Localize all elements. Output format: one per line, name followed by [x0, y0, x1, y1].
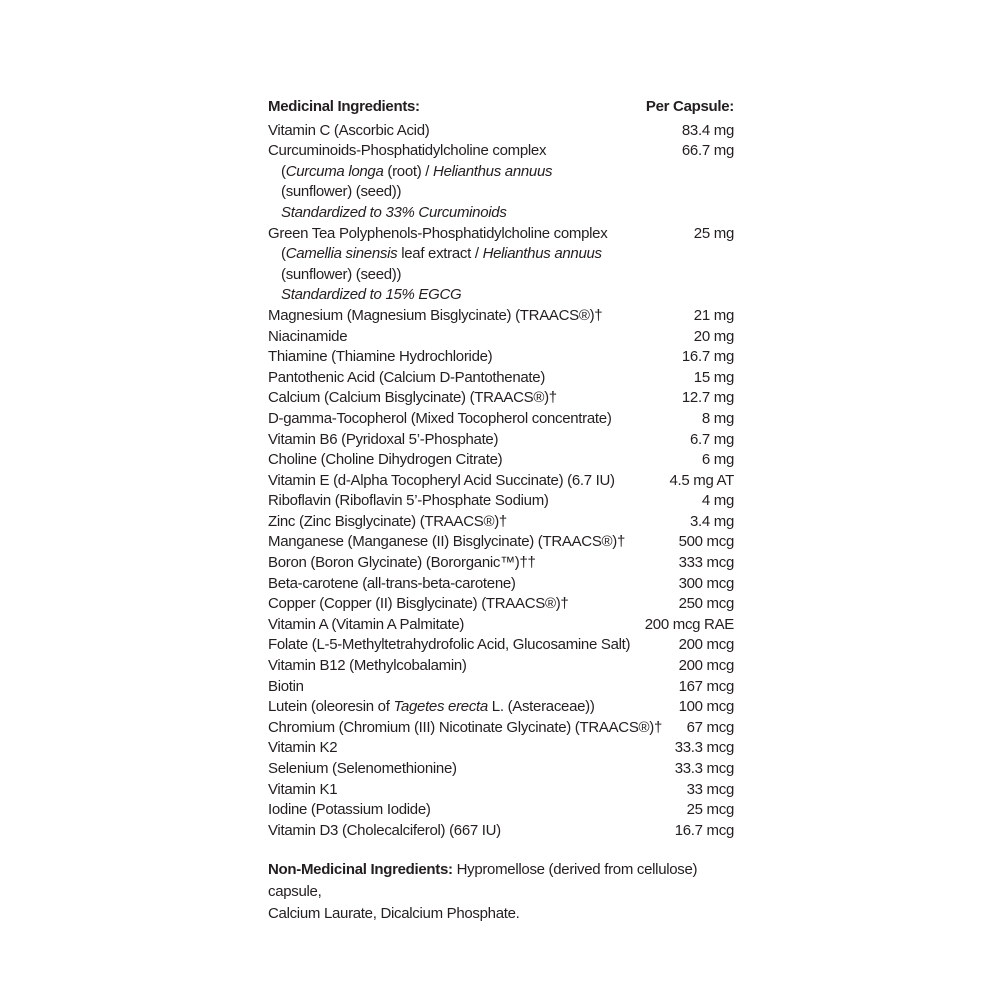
table-row [268, 738, 734, 759]
table-row [268, 306, 734, 327]
text-segment: Riboflavin (Riboflavin 5’-Phosphate Sodium) [268, 492, 549, 510]
table-row [268, 450, 734, 471]
table-header [268, 97, 734, 118]
ingredient-amount: 25 mg [693, 224, 734, 242]
ingredient-amount: 4 mg [701, 492, 734, 510]
text-segment: Iodine (Potassium Iodide) [268, 801, 431, 819]
ingredient-name [268, 574, 679, 595]
ingredient-amount: 300 mcg [678, 574, 734, 592]
table-row [268, 141, 734, 162]
supplement-facts-panel [268, 97, 734, 925]
table-row [268, 800, 734, 821]
text-segment: Curcuma longa [285, 162, 384, 180]
ingredient-name [268, 121, 682, 142]
text-segment: D-gamma-Tocopherol (Mixed Tocopherol concentrate) [268, 409, 612, 427]
text-segment: Helianthus annuus [433, 162, 553, 180]
table-row [268, 635, 734, 656]
table-row [268, 594, 734, 615]
text-segment: Manganese (Manganese (II) Bisglycinate) (TRAACS®)† [268, 533, 626, 551]
table-row [268, 615, 734, 636]
text-segment: Niacinamide [268, 327, 348, 345]
table-row [268, 347, 734, 368]
text-segment: Green Tea Polyphenols-Phosphatidylcholine complex [268, 224, 608, 242]
ingredients-table [268, 121, 734, 842]
ingredient-name [268, 718, 687, 739]
table-row [268, 224, 734, 245]
ingredient-name [268, 656, 679, 677]
text-segment: Vitamin D3 (Cholecalciferol) (667 IU) [268, 821, 501, 839]
text-segment: Hypromellose (derived from cellulose) capsule, [268, 861, 698, 901]
non-medicinal-line [268, 903, 734, 925]
per-capsule-heading: Per Capsule: [645, 98, 734, 115]
ingredient-name [268, 491, 702, 512]
ingredient-amount: 15 mg [693, 368, 734, 386]
ingredient-name [268, 594, 679, 615]
table-row [268, 512, 734, 533]
text-segment: Lutein (oleoresin of [268, 698, 394, 716]
table-row [268, 471, 734, 492]
table-row [268, 532, 734, 553]
ingredient-amount: 333 mcg [678, 554, 734, 572]
table-row [268, 656, 734, 677]
ingredient-name [268, 532, 679, 553]
ingredient-amount: 33 mcg [686, 780, 734, 798]
table-subrow [268, 162, 734, 183]
text-segment: Standardized to 15% EGCG [281, 286, 462, 304]
ingredient-amount: 200 mcg [678, 636, 734, 654]
ingredient-name [268, 512, 690, 533]
text-segment: Chromium (Chromium (III) Nicotinate Glycinate) (TRAACS®)† [268, 718, 663, 736]
text-segment: Vitamin K2 [268, 739, 338, 757]
medicinal-ingredients-heading: Medicinal Ingredients: [268, 98, 420, 115]
ingredient-name [268, 306, 694, 327]
text-segment: L. (Asteraceae)) [487, 698, 595, 716]
ingredient-amount: 83.4 mg [681, 121, 734, 139]
text-segment: (sunflower) (seed)) [281, 183, 402, 201]
text-segment: Vitamin K1 [268, 780, 338, 798]
ingredient-name [268, 388, 682, 409]
text-segment: Non-Medicinal Ingredients: [268, 861, 453, 879]
table-row [268, 697, 734, 718]
ingredient-amount: 25 mcg [686, 801, 734, 819]
ingredient-amount: 200 mcg [678, 657, 734, 675]
ingredient-name [268, 347, 682, 368]
ingredient-name [268, 635, 679, 656]
table-subrow [268, 203, 734, 224]
text-segment: Tagetes erecta [393, 698, 488, 716]
text-segment: (sunflower) (seed)) [281, 265, 402, 283]
text-segment: Vitamin B6 (Pyridoxal 5’-Phosphate) [268, 430, 499, 448]
ingredient-name [268, 759, 675, 780]
ingredient-name [268, 368, 694, 389]
text-segment: leaf extract / [397, 245, 483, 263]
non-medicinal-line [268, 859, 734, 903]
text-segment: Vitamin C (Ascorbic Acid) [268, 121, 430, 139]
text-segment: Beta-carotene (all-trans-beta-carotene) [268, 574, 516, 592]
ingredient-name [268, 430, 690, 451]
table-row [268, 718, 734, 739]
text-segment: ( [281, 245, 286, 263]
table-row [268, 759, 734, 780]
text-segment: Vitamin E (d-Alpha Tocopheryl Acid Succinate) (6.7 IU) [268, 471, 615, 489]
text-segment: Choline (Choline Dihydrogen Citrate) [268, 451, 503, 469]
text-segment: Vitamin B12 (Methylcobalamin) [268, 657, 467, 675]
text-segment: Calcium (Calcium Bisglycinate) (TRAACS®)† [268, 389, 557, 407]
ingredient-amount: 33.3 mcg [674, 739, 734, 757]
table-subrow [268, 182, 734, 203]
ingredient-amount: 3.4 mg [689, 512, 734, 530]
ingredient-amount: 4.5 mg AT [669, 471, 734, 489]
ingredient-amount: 16.7 mcg [674, 821, 734, 839]
table-row [268, 409, 734, 430]
ingredient-amount: 100 mcg [678, 698, 734, 716]
ingredient-name [268, 800, 687, 821]
table-row [268, 553, 734, 574]
text-segment: Copper (Copper (II) Bisglycinate) (TRAACS®)† [268, 595, 569, 613]
ingredient-name [268, 697, 679, 718]
ingredient-name [268, 327, 694, 348]
ingredient-amount: 66.7 mg [681, 142, 734, 160]
ingredient-name [268, 677, 679, 698]
non-medicinal-ingredients [268, 859, 734, 925]
table-row [268, 491, 734, 512]
text-segment: Vitamin A (Vitamin A Palmitate) [268, 615, 465, 633]
text-segment: Boron (Boron Glycinate) (Bororganic™)†† [268, 554, 536, 572]
text-segment: Selenium (Selenomethionine) [268, 760, 457, 777]
ingredient-amount: 21 mg [693, 306, 734, 324]
ingredient-amount: 6.7 mg [689, 430, 734, 448]
text-segment: ( [281, 162, 286, 180]
table-subrow [268, 285, 734, 306]
ingredient-amount: 67 mcg [686, 718, 734, 736]
table-row [268, 368, 734, 389]
text-segment: Magnesium (Magnesium Bisglycinate) (TRAACS®)† [268, 306, 603, 324]
table-subrow [268, 244, 734, 265]
ingredient-amount: 200 mcg RAE [644, 615, 734, 633]
text-segment: Helianthus annuus [482, 245, 602, 263]
ingredient-name [268, 738, 675, 759]
text-segment: Biotin [268, 677, 304, 695]
table-row [268, 574, 734, 595]
text-segment: Pantothenic Acid (Calcium D-Pantothenate) [268, 368, 546, 386]
text-segment: Curcuminoids-Phosphatidylcholine complex [268, 142, 547, 160]
text-segment: Calcium Laurate, Dicalcium Phosphate. [268, 905, 520, 923]
text-segment: Camellia sinensis [285, 245, 398, 263]
text-segment: Standardized to 33% Curcuminoids [281, 203, 507, 221]
ingredient-name [268, 141, 682, 162]
table-row [268, 430, 734, 451]
ingredient-name [268, 615, 645, 636]
ingredient-name [268, 553, 679, 574]
ingredient-name [268, 821, 675, 842]
ingredient-amount: 20 mg [693, 327, 734, 345]
ingredient-name [268, 224, 694, 245]
ingredient-amount: 8 mg [701, 409, 734, 427]
table-row [268, 121, 734, 142]
table-row [268, 821, 734, 842]
table-row [268, 327, 734, 348]
ingredient-name [268, 450, 702, 471]
ingredient-name [268, 471, 669, 492]
ingredient-amount: 6 mg [701, 451, 734, 469]
ingredient-name [268, 780, 687, 801]
ingredient-amount: 500 mcg [678, 533, 734, 551]
text-segment: Zinc (Zinc Bisglycinate) (TRAACS®)† [268, 512, 507, 530]
table-row [268, 780, 734, 801]
text-segment: (root) / [383, 162, 434, 180]
table-row [268, 677, 734, 698]
text-segment: Folate (L-5-Methyltetrahydrofolic Acid, Glucosamine Salt) [268, 636, 631, 654]
ingredient-amount: 250 mcg [678, 595, 734, 613]
table-subrow [268, 265, 734, 286]
ingredient-amount: 33.3 mcg [674, 760, 734, 777]
ingredient-amount: 16.7 mg [681, 348, 734, 366]
table-row [268, 388, 734, 409]
text-segment: Thiamine (Thiamine Hydrochloride) [268, 348, 493, 366]
ingredient-amount: 12.7 mg [681, 389, 734, 407]
ingredient-amount: 167 mcg [678, 677, 734, 695]
ingredient-name [268, 409, 702, 430]
